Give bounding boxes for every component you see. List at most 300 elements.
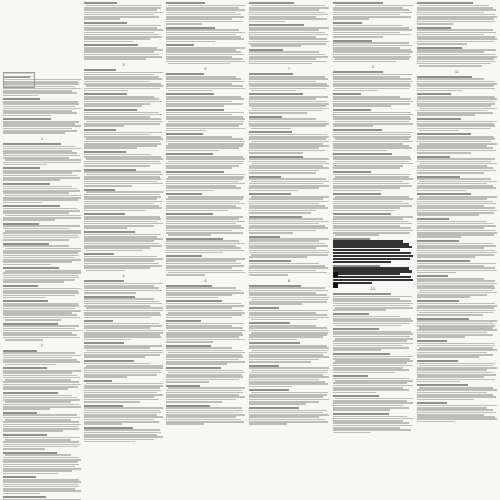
text-line [84, 90, 128, 92]
text-paragraph [166, 300, 245, 318]
text-line [166, 341, 213, 343]
text-line [3, 219, 55, 221]
text-paragraph [84, 320, 163, 340]
text-paragraph [84, 69, 163, 92]
text-line [249, 172, 316, 174]
text-line [333, 105, 391, 107]
text-line [251, 128, 291, 130]
section-heading [3, 285, 38, 287]
text-paragraph [84, 213, 163, 229]
text-paragraph [3, 476, 81, 494]
text-line [166, 274, 205, 276]
text-line [333, 18, 369, 20]
section-heading [417, 118, 461, 120]
section-heading [166, 213, 213, 215]
section-heading [84, 231, 135, 233]
section-heading [3, 412, 37, 414]
section-heading [249, 365, 279, 367]
section-heading [166, 193, 202, 195]
text-paragraph [249, 322, 329, 340]
section-heading [417, 2, 473, 4]
section-heading [333, 213, 391, 215]
text-line [249, 274, 288, 276]
text-line [249, 303, 302, 305]
section-heading [417, 360, 458, 362]
text-paragraph [3, 350, 81, 366]
text-paragraph [249, 389, 329, 405]
section-heading [249, 389, 289, 391]
text-paragraph [333, 2, 413, 20]
text-paragraph [3, 205, 81, 221]
text-line [166, 190, 214, 192]
text-paragraph [333, 213, 413, 236]
text-line [249, 386, 292, 388]
section-heading [3, 183, 50, 185]
section-heading [166, 73, 204, 75]
section-heading [3, 223, 39, 225]
section-heading [84, 169, 136, 171]
text-line [5, 364, 56, 366]
text-line [84, 227, 127, 229]
text-line [84, 185, 132, 187]
text-line [84, 292, 136, 294]
text-paragraph [166, 27, 245, 43]
text-line [417, 399, 474, 401]
text-line [3, 408, 50, 410]
text-paragraph [166, 367, 245, 383]
text-line [249, 256, 307, 258]
text-line [333, 276, 411, 278]
text-paragraph [333, 171, 413, 191]
text-line [166, 150, 219, 152]
section-heading [3, 267, 59, 269]
text-line [3, 281, 64, 283]
text-paragraph [333, 71, 413, 91]
text-paragraph [166, 345, 245, 365]
text-line [333, 252, 411, 254]
section-heading [333, 93, 361, 95]
text-line [333, 90, 378, 92]
text-line [3, 132, 65, 134]
text-line [84, 210, 146, 212]
text-line [84, 401, 140, 403]
text-paragraph [3, 118, 81, 134]
text-paragraph [333, 353, 413, 373]
section-heading [249, 236, 280, 238]
text-paragraph [84, 109, 163, 127]
text-paragraph [249, 216, 329, 234]
text-line [249, 112, 307, 114]
text-paragraph [417, 218, 497, 238]
section-heading [249, 176, 281, 178]
text-paragraph [84, 44, 163, 60]
section-heading [417, 93, 451, 95]
text-paragraph [333, 395, 413, 411]
text-paragraph [3, 496, 81, 500]
section-heading [166, 44, 194, 46]
text-line [333, 125, 373, 127]
text-line [335, 234, 379, 236]
text-line [417, 114, 475, 116]
text-line [84, 41, 133, 43]
section-heading [249, 93, 303, 95]
text-paragraph [84, 22, 163, 42]
text-paragraph [166, 405, 245, 425]
section-heading [84, 2, 117, 4]
text-line [251, 319, 317, 321]
text-paragraph [3, 183, 81, 203]
text-line [3, 493, 40, 495]
section-heading [417, 27, 451, 29]
page-number: 2 [40, 342, 44, 348]
text-paragraph [3, 452, 81, 475]
section-heading [333, 129, 382, 131]
text-line [333, 409, 390, 411]
text-line [333, 261, 391, 263]
section-heading [417, 402, 447, 404]
section-heading [84, 129, 116, 131]
text-paragraph [84, 93, 163, 106]
text-paragraph [3, 267, 81, 283]
text-paragraph [417, 156, 497, 174]
section-heading [84, 151, 126, 153]
section-heading [84, 253, 114, 255]
section-heading [84, 189, 115, 191]
section-heading [249, 2, 294, 4]
section-heading [84, 280, 124, 282]
text-line [333, 190, 382, 192]
text-paragraph [3, 167, 81, 180]
text-line [333, 61, 396, 63]
text-paragraph [417, 47, 497, 67]
text-line [417, 214, 479, 216]
text-paragraph [249, 285, 329, 305]
section-heading [3, 392, 58, 394]
text-paragraph [249, 236, 329, 259]
text-line [249, 339, 297, 341]
section-heading [84, 296, 135, 298]
section-heading [417, 76, 472, 78]
text-line [3, 388, 68, 390]
text-paragraph [417, 240, 497, 258]
text-line [333, 392, 376, 394]
text-line [333, 246, 412, 248]
text-line [84, 147, 137, 149]
text-line [249, 63, 312, 65]
text-line [333, 267, 409, 269]
text-line [166, 130, 206, 132]
section-heading [166, 153, 213, 155]
section-heading [3, 300, 48, 302]
text-paragraph [84, 169, 163, 187]
section-heading [84, 427, 133, 429]
text-paragraph [249, 176, 329, 192]
section-heading [166, 27, 215, 29]
text-line [417, 272, 456, 274]
text-line [166, 317, 232, 319]
text-line [335, 325, 401, 327]
section-heading [166, 171, 224, 173]
text-line [166, 252, 223, 254]
text-line [417, 381, 460, 383]
text-line [3, 430, 63, 432]
text-paragraph [166, 193, 245, 211]
section-heading [417, 260, 470, 262]
text-paragraph [417, 193, 497, 216]
text-paragraph [84, 2, 163, 20]
page-number: 11 [454, 68, 460, 74]
section-heading [3, 143, 61, 145]
text-line [419, 65, 482, 67]
section-heading [84, 342, 124, 344]
section-heading [249, 260, 291, 262]
text-paragraph [84, 129, 163, 149]
text-paragraph [84, 253, 163, 271]
text-paragraph [166, 213, 245, 236]
section-heading [417, 340, 447, 342]
text-paragraph [333, 238, 413, 263]
section-heading [249, 407, 299, 409]
text-line [333, 210, 395, 212]
text-line [333, 432, 371, 434]
text-line [417, 336, 465, 338]
section-heading [84, 93, 127, 95]
section-heading [3, 323, 58, 325]
column-4 [249, 0, 329, 500]
section-heading [166, 93, 214, 95]
section-heading [417, 240, 459, 242]
text-line [166, 401, 222, 403]
text-paragraph [333, 40, 413, 63]
text-line [417, 23, 453, 25]
section-heading [333, 171, 371, 173]
section-heading [166, 2, 205, 4]
text-line [333, 270, 412, 272]
page-number: 5 [204, 66, 207, 72]
section-heading [3, 118, 51, 120]
section-heading [249, 156, 303, 158]
section-heading [3, 434, 47, 436]
section-heading [417, 384, 468, 386]
section-heading [417, 318, 469, 320]
text-paragraph [84, 405, 163, 425]
section-heading [3, 476, 36, 478]
text-line [419, 130, 459, 132]
section-heading [333, 2, 383, 4]
section-heading [84, 22, 127, 24]
text-paragraph [333, 413, 413, 433]
text-line [333, 349, 381, 351]
page-number: 6 [204, 277, 207, 283]
text-paragraph [249, 24, 329, 47]
text-paragraph [417, 402, 497, 422]
text-line [333, 309, 386, 311]
text-paragraph [417, 176, 497, 192]
section-heading [84, 320, 113, 322]
section-heading [84, 109, 137, 111]
text-line [3, 297, 46, 299]
text-paragraph [417, 340, 497, 358]
text-paragraph [166, 385, 245, 403]
section-heading [417, 133, 471, 135]
text-line [84, 376, 127, 378]
text-paragraph [84, 280, 163, 293]
page-number: 10 [370, 286, 376, 292]
text-paragraph [249, 407, 329, 425]
text-paragraph [249, 193, 329, 213]
page-number: 1 [40, 135, 44, 141]
text-paragraph [249, 342, 329, 362]
section-heading [333, 109, 371, 111]
text-line [168, 63, 230, 65]
text-line [84, 317, 150, 319]
section-heading [84, 380, 112, 382]
text-line [3, 115, 51, 117]
text-paragraph [333, 22, 413, 38]
page-number: 4 [122, 273, 125, 279]
section-heading [3, 367, 47, 369]
section-heading [249, 73, 293, 75]
text-paragraph [3, 285, 81, 298]
text-paragraph [166, 285, 245, 298]
section-heading [3, 496, 46, 498]
text-line [3, 264, 51, 266]
section-heading [166, 385, 200, 387]
section-heading [333, 71, 383, 73]
page-number: 7 [287, 66, 291, 72]
text-paragraph [417, 118, 497, 131]
text-paragraph [84, 360, 163, 378]
section-heading [166, 320, 201, 322]
text-line [417, 43, 467, 45]
text-paragraph [84, 427, 163, 443]
page-number: 3 [122, 61, 125, 67]
section-heading [417, 275, 448, 277]
section-heading [249, 307, 279, 309]
section-heading [84, 360, 134, 362]
text-line [417, 90, 462, 92]
text-paragraph [3, 392, 81, 410]
text-paragraph [333, 93, 413, 106]
text-paragraph [417, 133, 497, 153]
text-paragraph [249, 307, 329, 320]
text-paragraph [84, 151, 163, 167]
text-line [333, 273, 400, 275]
text-paragraph [166, 133, 245, 151]
text-paragraph [166, 171, 245, 191]
text-line [166, 23, 202, 25]
text-paragraph [249, 49, 329, 65]
text-line [3, 95, 38, 97]
text-line [3, 239, 69, 241]
text-line [417, 314, 483, 316]
text-paragraph [417, 318, 497, 338]
section-heading [333, 395, 379, 397]
column-6 [417, 0, 497, 500]
text-line [86, 270, 125, 272]
text-line [84, 423, 122, 425]
section-heading [249, 285, 301, 287]
text-line [168, 234, 211, 236]
text-line [5, 319, 61, 321]
text-paragraph [3, 323, 81, 341]
section-heading [3, 167, 40, 169]
text-paragraph [333, 328, 413, 351]
section-heading [166, 109, 224, 111]
section-heading [333, 313, 369, 315]
text-line [5, 339, 43, 341]
text-paragraph [333, 129, 413, 152]
text-line [417, 421, 455, 423]
section-heading [249, 49, 283, 51]
section-heading [417, 193, 471, 195]
section-heading [333, 40, 372, 42]
bullet-square [333, 272, 338, 277]
text-line [3, 202, 42, 204]
text-line [249, 152, 303, 154]
text-paragraph [166, 320, 245, 343]
section-heading [166, 405, 210, 407]
text-paragraph [249, 2, 329, 22]
text-line [333, 249, 400, 251]
text-paragraph [417, 384, 497, 400]
section-heading [166, 133, 203, 135]
text-line [3, 448, 45, 450]
section-heading [333, 353, 390, 355]
text-line [333, 279, 413, 281]
section-heading [249, 216, 302, 218]
text-paragraph [166, 44, 245, 64]
text-line [417, 190, 466, 192]
section-heading [417, 218, 449, 220]
text-line [166, 210, 228, 212]
section-heading [166, 345, 211, 347]
text-line [84, 165, 150, 167]
text-paragraph [3, 98, 81, 116]
page-number: 8 [287, 277, 291, 283]
text-line [249, 21, 285, 23]
text-line [168, 90, 212, 92]
header-box [3, 72, 35, 88]
section-heading [333, 265, 380, 267]
text-line [417, 256, 475, 258]
text-paragraph [3, 434, 81, 450]
column-3 [166, 0, 245, 500]
text-line [333, 255, 413, 257]
section-heading [249, 342, 300, 344]
text-paragraph [3, 412, 81, 432]
text-line [417, 172, 484, 174]
text-paragraph [3, 243, 81, 266]
section-heading [84, 405, 123, 407]
text-line [166, 41, 215, 43]
text-line [84, 441, 135, 443]
text-paragraph [249, 365, 329, 388]
text-paragraph [84, 231, 163, 251]
text-line [84, 58, 146, 60]
text-paragraph [166, 109, 245, 132]
section-heading [417, 300, 459, 302]
text-line [86, 250, 143, 252]
text-paragraph [417, 27, 497, 45]
text-line [333, 36, 383, 38]
text-line [84, 339, 131, 341]
section-heading [249, 322, 290, 324]
text-paragraph [333, 193, 413, 211]
section-heading [3, 205, 60, 207]
text-line [166, 363, 227, 365]
text-line [417, 356, 479, 358]
